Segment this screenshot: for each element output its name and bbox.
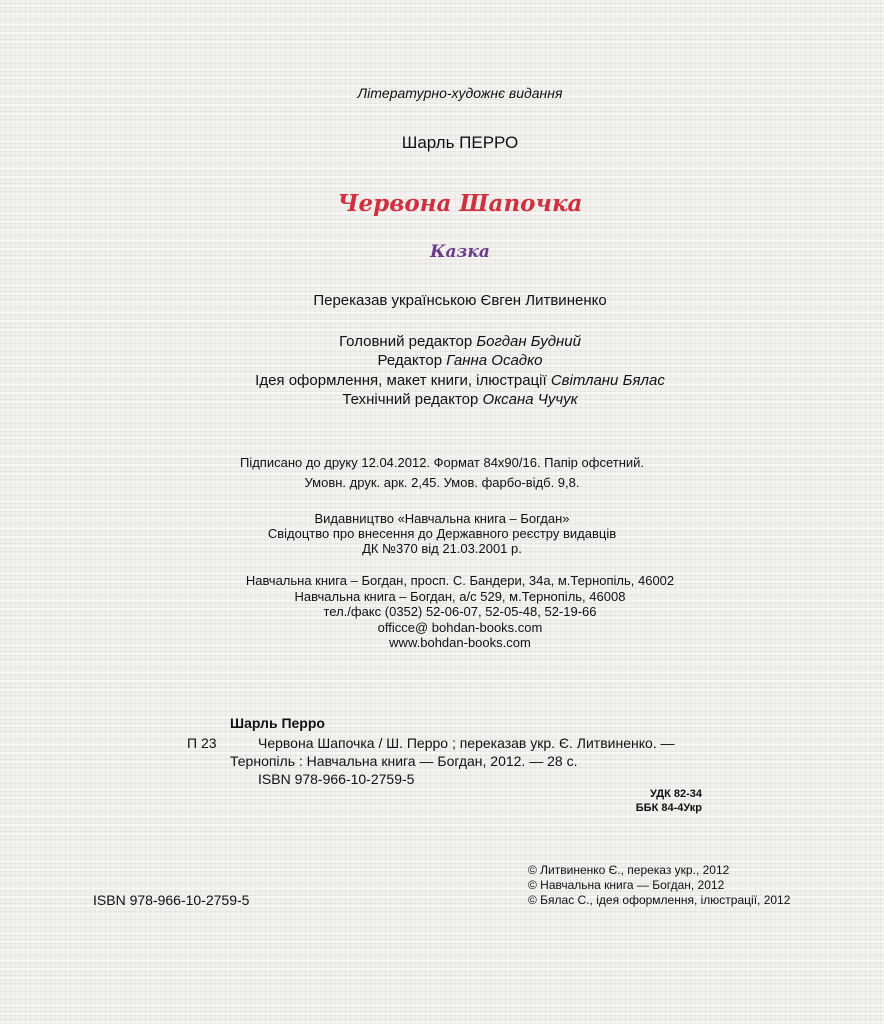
- credit-editor: [0, 353, 884, 368]
- contact-line: Навчальна книга – Богдан, а/с 529, м.Тернопіль, 46008: [294, 589, 626, 604]
- credit-role: Редактор: [377, 352, 443, 369]
- contact-line: тел./факс (0352) 52-06-07, 52-05-48, 52-19-66: [323, 604, 597, 619]
- publisher-line: ДК №370 від 21.03.2001 р.: [362, 541, 522, 556]
- publisher-line: Свідоцтво про внесення до Державного реєстру видавців: [267, 526, 617, 541]
- credit-person: Оксана Чучук: [482, 391, 578, 408]
- credit-tech-editor: [0, 392, 884, 407]
- publisher-line: Видавництво «Навчальна книга – Богдан»: [314, 511, 570, 526]
- catalog-author: Шарль Перро: [230, 715, 325, 731]
- credit-person: Богдан Будний: [476, 333, 581, 350]
- catalog-udk: УДК 82-34: [649, 788, 702, 800]
- copyright-line: © Литвиненко Є., переказ укр., 2012: [528, 863, 730, 877]
- copyright-line: © Навчальна книга — Богдан, 2012: [528, 878, 725, 892]
- book-subtitle: Казка: [430, 242, 490, 262]
- book-title: Червона Шапочка: [337, 190, 583, 217]
- genre-label: Літературно-художнє видання: [357, 85, 563, 101]
- catalog-code: П 23: [187, 735, 217, 751]
- credit-role: Головний редактор: [339, 333, 473, 350]
- copyright-line: © Бялас С., ідея оформлення, ілюстрації, 2012: [528, 893, 791, 907]
- contact-line: Навчальна книга – Богдан, просп. С. Бандери, 34а, м.Тернопіль, 46002: [245, 573, 675, 588]
- credit-role: Ідея оформлення, макет книги, ілюстрації: [255, 372, 547, 389]
- catalog-bbk: ББК 84-4Укр: [635, 802, 702, 814]
- credit-person: Ганна Осадко: [446, 352, 543, 369]
- contact-website: www.bohdan-books.com: [389, 635, 531, 650]
- credit-role: Технічний редактор: [342, 391, 479, 408]
- retelling-credit: Переказав українською Євген Литвиненко: [313, 292, 607, 309]
- contact-email: officce@ bohdan-books.com: [377, 620, 543, 635]
- author-name: Шарль ПЕРРО: [401, 133, 519, 152]
- print-info-line: Умовн. друк. арк. 2,45. Умов. фарбо-відб. 9,8.: [304, 475, 580, 490]
- print-info-line: Підписано до друку 12.04.2012. Формат 84х90/16. Папір офсетний.: [239, 455, 645, 470]
- credit-person: Світлани Бялас: [550, 372, 665, 389]
- footer-isbn: ISBN 978-966-10-2759-5: [93, 892, 250, 908]
- credit-chief-editor: [0, 334, 884, 349]
- catalog-description: Тернопіль : Навчальна книга — Богдан, 2012. — 28 с.: [230, 753, 578, 769]
- catalog-description: Червона Шапочка / Ш. Перро ; переказав укр. Є. Литвиненко. —: [258, 735, 675, 751]
- credit-design: [0, 373, 884, 388]
- catalog-isbn: ISBN 978-966-10-2759-5: [258, 771, 415, 787]
